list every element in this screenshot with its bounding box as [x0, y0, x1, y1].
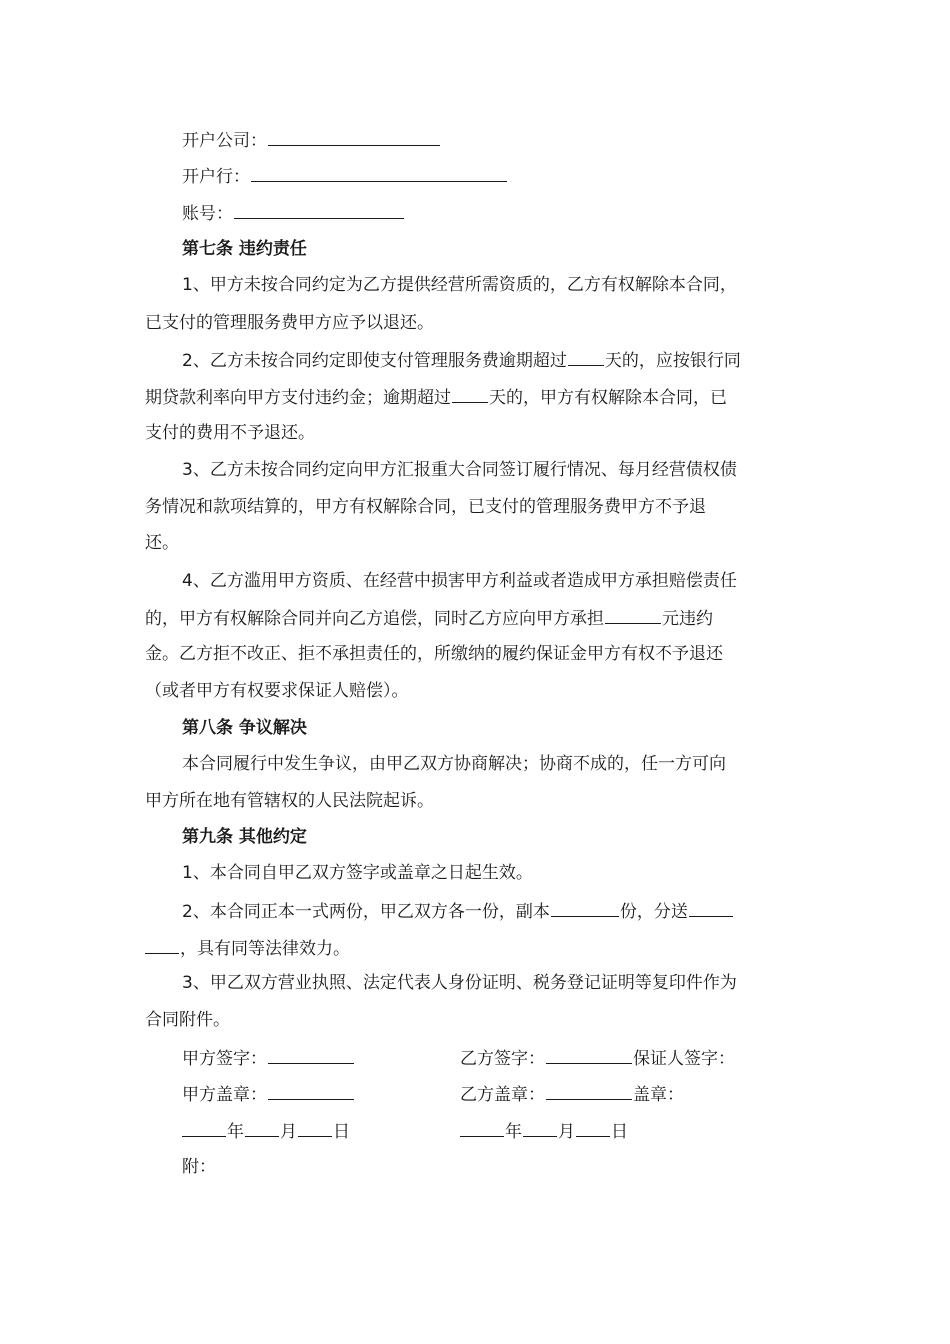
party-b-sign-label: 乙方签字： [460, 1049, 545, 1069]
party-b-day-label: 日 [611, 1122, 628, 1142]
art7-p4-line4: （或者甲方有权要求保证人赔偿）。 [145, 681, 409, 701]
account-label: 账号： [182, 204, 233, 224]
penalty-amount-blank[interactable] [605, 606, 661, 624]
guarantor-seal-label: 盖章： [633, 1085, 684, 1105]
recipient-blank-a[interactable] [689, 899, 733, 917]
party-a-seal-line [182, 1082, 442, 1106]
party-a-day-blank[interactable] [298, 1119, 332, 1137]
account-blank[interactable] [234, 201, 404, 219]
bank-company-label: 开户公司： [182, 131, 267, 151]
party-a-year-label: 年 [227, 1122, 244, 1142]
recipient-blank-b[interactable] [145, 936, 179, 954]
art7-p4-text-b: 元违约 [662, 609, 713, 629]
party-a-month-label: 月 [280, 1122, 297, 1142]
art8-p1-line2: 甲方所在地有管辖权的人民法院起诉。 [145, 791, 434, 811]
appendix-label: 附： [182, 1157, 216, 1177]
overdue-days-blank-1[interactable] [568, 348, 604, 366]
art9-p2-text-c: ，具有同等法律效力。 [180, 939, 350, 959]
party-b-day-blank[interactable] [576, 1119, 610, 1137]
guarantor-sign-label: 保证人签字： [633, 1049, 735, 1069]
party-a-sign-label: 甲方签字： [182, 1049, 267, 1069]
art9-p2-line2 [145, 936, 810, 960]
overdue-days-blank-2[interactable] [452, 385, 488, 403]
party-a-month-blank[interactable] [245, 1119, 279, 1137]
party-b-seal-label: 乙方盖章： [460, 1085, 545, 1105]
art7-p3-line2: 务情况和款项结算的，甲方有权解除合同，已支付的管理服务费甲方不予退 [145, 497, 706, 517]
party-a-sign-line [182, 1046, 442, 1070]
art9-p3-line2: 合同附件。 [145, 1010, 230, 1030]
art9-p3-line1: 3、甲乙双方营业执照、法定代表人身份证明、税务登记证明等复印件作为 [182, 973, 737, 993]
party-b-month-label: 月 [558, 1122, 575, 1142]
article-8-title: 第八条 争议解决 [182, 718, 307, 738]
party-a-seal-label: 甲方盖章： [182, 1085, 267, 1105]
art7-p4-text-a: 的，甲方有权解除合同并向乙方追偿，同时乙方应向甲方承担 [145, 609, 604, 629]
copies-blank[interactable] [551, 899, 619, 917]
article-7-title: 第七条 违约责任 [182, 239, 307, 259]
party-a-date-line [182, 1119, 442, 1143]
party-a-seal-blank[interactable] [268, 1082, 354, 1100]
party-b-year-label: 年 [505, 1122, 522, 1142]
art7-p3-line3: 还。 [145, 533, 179, 553]
bank-name-line [182, 164, 810, 188]
art7-p2-text-d: 天的，甲方有权解除本合同，已 [489, 388, 727, 408]
bank-company-blank[interactable] [268, 128, 440, 146]
party-a-sign-blank[interactable] [268, 1046, 354, 1064]
party-b-sign-line [460, 1046, 735, 1070]
art9-p1: 1、本合同自甲乙双方签字或盖章之日起生效。 [182, 863, 533, 883]
art7-p2-line1 [182, 348, 810, 372]
party-a-year-blank[interactable] [182, 1119, 226, 1137]
party-b-seal-line [460, 1082, 684, 1106]
bank-name-label: 开户行： [182, 167, 250, 187]
bank-name-blank[interactable] [251, 164, 507, 182]
art9-p2-text-b: 份，分送 [619, 902, 688, 922]
bank-company-line [182, 128, 810, 152]
art7-p4-line3: 金。乙方拒不改正、拒不承担责任的，所缴纳的履约保证金甲方有权不予退还 [145, 644, 723, 664]
account-line [182, 201, 810, 225]
art7-p1-line2: 已支付的管理服务费甲方应予以退还。 [145, 313, 434, 333]
art7-p4-line1: 4、乙方滥用甲方资质、在经营中损害甲方利益或者造成甲方承担赔偿责任 [182, 571, 737, 591]
art7-p2-text-b: 天的，应按银行同 [604, 351, 741, 371]
art9-p2-line1 [182, 899, 810, 923]
art7-p2-text-c: 期贷款利率向甲方支付违约金；逾期超过 [145, 388, 451, 408]
party-a-day-label: 日 [333, 1122, 350, 1142]
art7-p3-line1: 3、乙方未按合同约定向甲方汇报重大合同签订履行情况、每月经营债权债 [182, 460, 737, 480]
party-b-month-blank[interactable] [523, 1119, 557, 1137]
party-b-sign-blank[interactable] [546, 1046, 632, 1064]
article-9-title: 第九条 其他约定 [182, 827, 307, 847]
art9-p2-text-a: 2、本合同正本一式两份，甲乙双方各一份，副本 [182, 902, 550, 922]
art7-p2-line3: 支付的费用不予退还。 [145, 423, 315, 443]
art8-p1-line1: 本合同履行中发生争议，由甲乙双方协商解决；协商不成的，任一方可向 [182, 754, 726, 774]
art7-p1-line1: 1、甲方未按合同约定为乙方提供经营所需资质的，乙方有权解除本合同， [182, 275, 737, 295]
party-b-date-line [460, 1119, 628, 1143]
party-b-year-blank[interactable] [460, 1119, 504, 1137]
art7-p4-line2 [145, 606, 810, 630]
art7-p2-text-a: 2、乙方未按合同约定即使支付管理服务费逾期超过 [182, 351, 567, 371]
party-b-seal-blank[interactable] [546, 1082, 632, 1100]
art7-p2-line2 [145, 385, 810, 409]
